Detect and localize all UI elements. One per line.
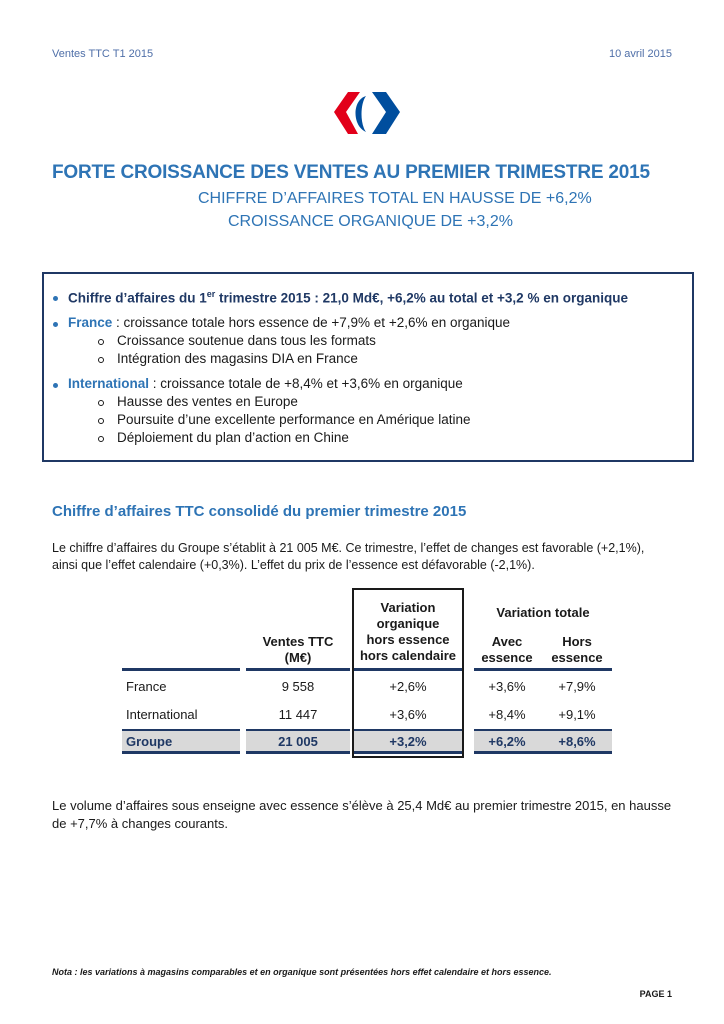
sub-bullet-icon xyxy=(98,418,104,424)
row-france-without-fuel: +7,9% xyxy=(558,679,596,694)
sub-bullet-icon xyxy=(98,357,104,363)
row-france-with-fuel: +3,6% xyxy=(488,679,526,694)
footnote: Nota : les variations à magasins comparables et en organique sont présentées hors effet calendaire et hors essence. xyxy=(52,967,552,977)
bullet-icon xyxy=(53,322,58,327)
page-number: PAGE 1 xyxy=(639,989,672,999)
table-rule xyxy=(474,668,612,671)
paragraph-revenue-line1: Le chiffre d’affaires du Groupe s’établit à 21 005 M€. Ce trimestre, l’effet de changes est favorable (+2,1%), xyxy=(52,541,645,555)
header-organic: Variation organique hors essence hors calendaire xyxy=(359,600,457,663)
table-rule xyxy=(246,729,350,731)
row-group-sales: 21 005 xyxy=(278,734,318,749)
row-group-label: Groupe xyxy=(126,734,173,749)
table-rule xyxy=(354,729,462,731)
highlight-international: International : croissance totale de +8,4% et +3,6% en organique xyxy=(68,376,463,391)
bullet-icon xyxy=(53,383,58,388)
row-international-organic: +3,6% xyxy=(389,707,427,722)
table-rule xyxy=(474,751,612,754)
row-group-organic: +3,2% xyxy=(389,734,427,749)
table-rule xyxy=(246,668,350,671)
row-international-label: International xyxy=(126,707,198,722)
table-rule xyxy=(122,751,240,754)
paragraph-revenue-line2: ainsi que l’effet calendaire (+0,3%). L’effet du prix de l’essence est défavorable (-2,1%). xyxy=(52,558,535,572)
header-doc-title: Ventes TTC T1 2015 xyxy=(52,48,154,60)
row-france-organic: +2,6% xyxy=(389,679,427,694)
row-international-with-fuel: +8,4% xyxy=(488,707,526,722)
table-rule xyxy=(354,751,462,754)
header-sales: Ventes TTC (M€) xyxy=(262,634,334,665)
row-international-sales: 11 447 xyxy=(278,707,318,722)
paragraph-volume-line1: Le volume d’affaires sous enseigne avec essence s’élève à 25,4 Md€ au premier trimestre 2015, en hausse xyxy=(52,798,672,813)
highlight-revenue: Chiffre d’affaires du 1er trimestre 2015 : 21,0 Md€, +6,2% au total et +3,2 % en organique xyxy=(68,289,628,306)
table-rule xyxy=(246,751,350,754)
highlight-international-sub3: Déploiement du plan d’action en Chine xyxy=(117,430,349,445)
sub-bullet-icon xyxy=(98,400,104,406)
highlight-france-sub2: Intégration des magasins DIA en France xyxy=(117,351,358,366)
bullet-icon xyxy=(53,296,58,301)
section-title: Chiffre d’affaires TTC consolidé du premier trimestre 2015 xyxy=(52,503,467,520)
sub-bullet-icon xyxy=(98,436,104,442)
highlight-france: France : croissance totale hors essence de +7,9% et +2,6% en organique xyxy=(68,315,511,330)
header-with-fuel: Avec essence xyxy=(481,634,533,665)
table-rule xyxy=(354,668,462,671)
carrefour-logo-icon xyxy=(332,90,402,138)
main-title: FORTE CROISSANCE DES VENTES AU PREMIER TRIMESTRE 2015 xyxy=(52,162,650,183)
table-rule xyxy=(474,729,612,731)
row-international-without-fuel: +9,1% xyxy=(558,707,596,722)
header-date: 10 avril 2015 xyxy=(609,48,672,60)
row-group-without-fuel: +8,6% xyxy=(558,734,596,749)
highlight-france-sub1: Croissance soutenue dans tous les formats xyxy=(117,333,376,348)
sub-bullet-icon xyxy=(98,339,104,345)
table-rule xyxy=(122,668,240,671)
row-france-sales: 9 558 xyxy=(281,679,315,694)
highlight-international-sub1: Hausse des ventes en Europe xyxy=(117,394,298,409)
table-rule xyxy=(122,729,240,731)
subtitle-revenue: CHIFFRE D’AFFAIRES TOTAL EN HAUSSE DE +6,2% xyxy=(198,190,592,207)
subtitle-organic: CROISSANCE ORGANIQUE DE +3,2% xyxy=(228,213,513,230)
row-france-label: France xyxy=(126,679,167,694)
header-total-variation: Variation totale xyxy=(496,605,590,620)
highlight-international-sub2: Poursuite d’une excellente performance en Amérique latine xyxy=(117,412,471,427)
header-without-fuel: Hors essence xyxy=(551,634,603,665)
row-group-with-fuel: +6,2% xyxy=(488,734,526,749)
paragraph-volume-line2: de +7,7% à changes courants. xyxy=(52,816,228,831)
